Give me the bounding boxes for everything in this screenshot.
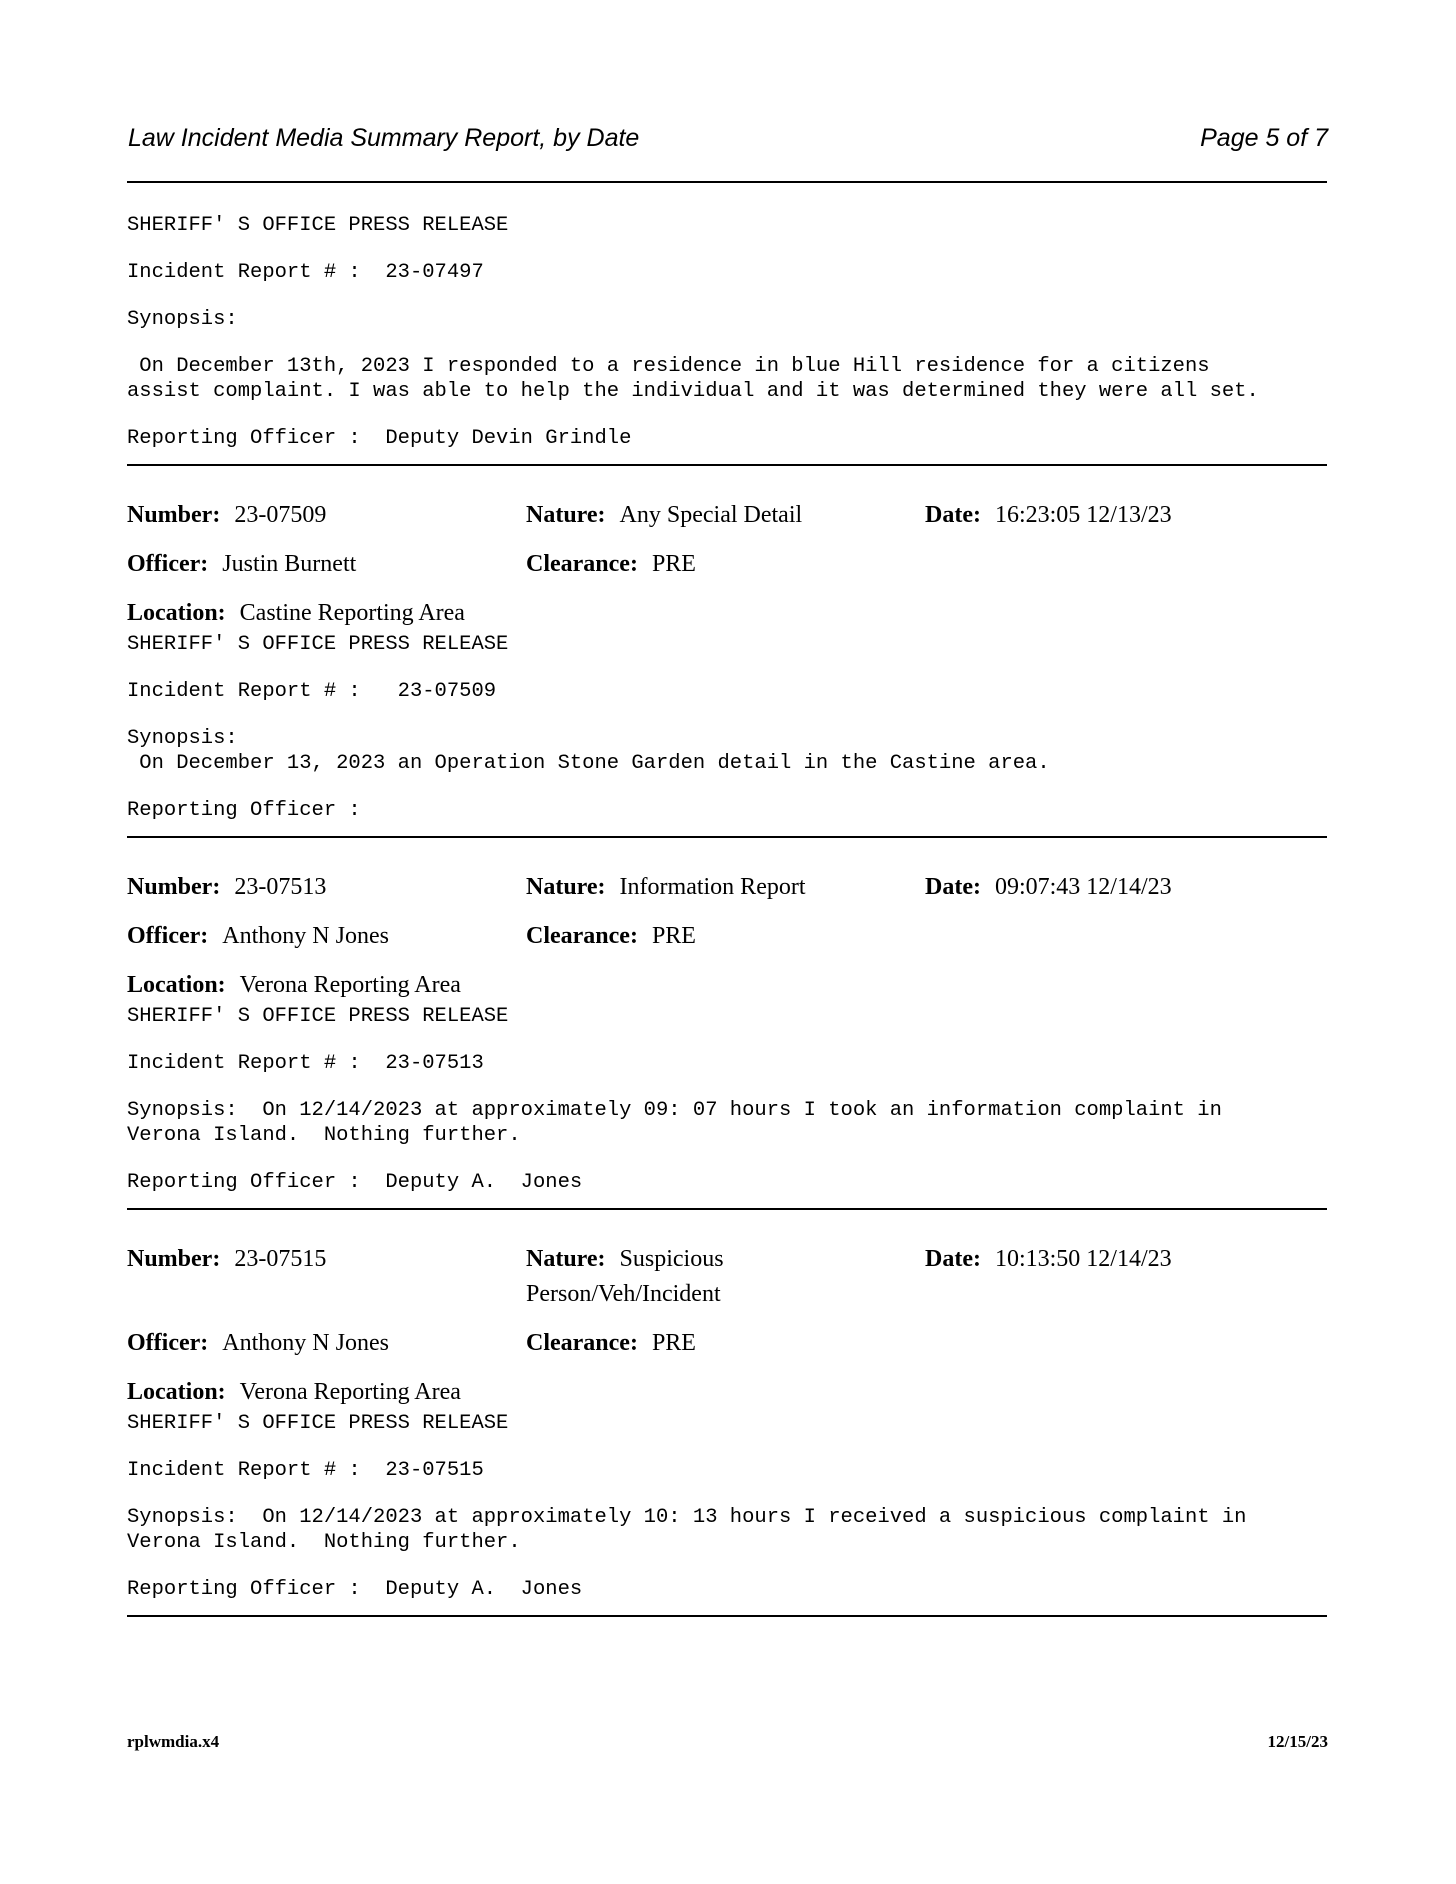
footer-report-code: rplwmdia.x4	[127, 1732, 220, 1751]
number-value: 23-07515	[234, 1246, 327, 1272]
synopsis-line: Verona Island. Nothing further.	[127, 1531, 521, 1554]
date-label: Date:	[925, 502, 981, 528]
nature-field	[526, 1242, 724, 1277]
incident-report-line: Incident Report # : 23-07515	[127, 1459, 484, 1482]
clearance-field	[526, 547, 696, 582]
number-field	[127, 870, 326, 905]
officer-label: Officer:	[127, 551, 209, 577]
location-label: Location:	[127, 972, 226, 998]
officer-field	[127, 1326, 389, 1361]
location-label: Location:	[127, 600, 226, 626]
entry-rule	[127, 1208, 1327, 1210]
officer-value: Justin Burnett	[222, 551, 357, 577]
number-field	[127, 498, 326, 533]
incident-report-line: Incident Report # : 23-07513	[127, 1052, 484, 1075]
location-value: Castine Reporting Area	[239, 600, 465, 626]
nature-value: Any Special Detail	[619, 502, 803, 528]
press-release-heading: SHERIFF' S OFFICE PRESS RELEASE	[127, 214, 509, 237]
footer-print-date: 12/15/23	[1267, 1732, 1328, 1751]
officer-value: Anthony N Jones	[222, 1330, 389, 1356]
press-release-heading: SHERIFF' S OFFICE PRESS RELEASE	[127, 1412, 509, 1435]
number-label: Number:	[127, 502, 221, 528]
synopsis-line: Synopsis: On 12/14/2023 at approximately 09: 07 hours I took an information complaint in	[127, 1099, 1222, 1122]
number-label: Number:	[127, 1246, 221, 1272]
synopsis-line: On December 13th, 2023 I responded to a residence in blue Hill residence for a citizens	[127, 355, 1210, 378]
nature-value: Information Report	[619, 874, 806, 900]
incident-report-line: Incident Report # : 23-07497	[127, 261, 484, 284]
location-field	[127, 968, 461, 1003]
press-release-heading: SHERIFF' S OFFICE PRESS RELEASE	[127, 1005, 509, 1028]
nature-value: Suspicious	[619, 1246, 724, 1272]
officer-value: Anthony N Jones	[222, 923, 389, 949]
nature-field	[526, 498, 802, 533]
location-value: Verona Reporting Area	[239, 1379, 461, 1405]
officer-label: Officer:	[127, 1330, 209, 1356]
date-value: 09:07:43 12/14/23	[994, 874, 1172, 900]
reporting-officer-line: Reporting Officer : Deputy A. Jones	[127, 1578, 583, 1601]
number-label: Number:	[127, 874, 221, 900]
number-field	[127, 1242, 326, 1277]
synopsis-label: Synopsis:	[127, 308, 238, 331]
reporting-officer-line: Reporting Officer : Deputy A. Jones	[127, 1171, 583, 1194]
number-value: 23-07513	[234, 874, 327, 900]
reporting-officer-line: Reporting Officer :	[127, 799, 361, 822]
nature-field	[526, 870, 806, 905]
clearance-label: Clearance:	[526, 1330, 638, 1356]
synopsis-line: assist complaint. I was able to help the individual and it was determined they were all set.	[127, 380, 1259, 403]
entry-rule	[127, 1615, 1327, 1617]
clearance-field	[526, 919, 696, 954]
clearance-label: Clearance:	[526, 923, 638, 949]
synopsis-line: Synopsis:	[127, 727, 238, 750]
clearance-value: PRE	[651, 551, 696, 577]
synopsis-line: Synopsis: On 12/14/2023 at approximately 10: 13 hours I received a suspicious complaint in	[127, 1506, 1247, 1529]
clearance-value: PRE	[651, 923, 696, 949]
entry-rule	[127, 836, 1327, 838]
location-field	[127, 1375, 461, 1410]
number-value: 23-07509	[234, 502, 327, 528]
date-value: 10:13:50 12/14/23	[994, 1246, 1172, 1272]
clearance-label: Clearance:	[526, 551, 638, 577]
date-value: 16:23:05 12/13/23	[994, 502, 1172, 528]
header-rule	[127, 181, 1327, 183]
date-field	[925, 498, 1172, 533]
clearance-field	[526, 1326, 696, 1361]
date-label: Date:	[925, 1246, 981, 1272]
nature-label: Nature:	[526, 874, 606, 900]
synopsis-line: Verona Island. Nothing further.	[127, 1124, 521, 1147]
date-label: Date:	[925, 874, 981, 900]
nature-label: Nature:	[526, 502, 606, 528]
entry-rule	[127, 464, 1327, 466]
officer-label: Officer:	[127, 923, 209, 949]
clearance-value: PRE	[651, 1330, 696, 1356]
nature-value-continued: Person/Veh/Incident	[526, 1281, 721, 1307]
synopsis-line: On December 13, 2023 an Operation Stone Garden detail in the Castine area.	[127, 752, 1050, 775]
date-field	[925, 1242, 1172, 1277]
location-field	[127, 596, 465, 631]
incident-report-line: Incident Report # : 23-07509	[127, 680, 497, 703]
report-title: Law Incident Media Summary Report, by Date	[128, 124, 640, 152]
date-field	[925, 870, 1172, 905]
officer-field	[127, 547, 356, 582]
location-label: Location:	[127, 1379, 226, 1405]
press-release-heading: SHERIFF' S OFFICE PRESS RELEASE	[127, 633, 509, 656]
reporting-officer-line: Reporting Officer : Deputy Devin Grindle	[127, 427, 632, 450]
location-value: Verona Reporting Area	[239, 972, 461, 998]
nature-label: Nature:	[526, 1246, 606, 1272]
page-number: Page 5 of 7	[1200, 124, 1328, 152]
officer-field	[127, 919, 389, 954]
